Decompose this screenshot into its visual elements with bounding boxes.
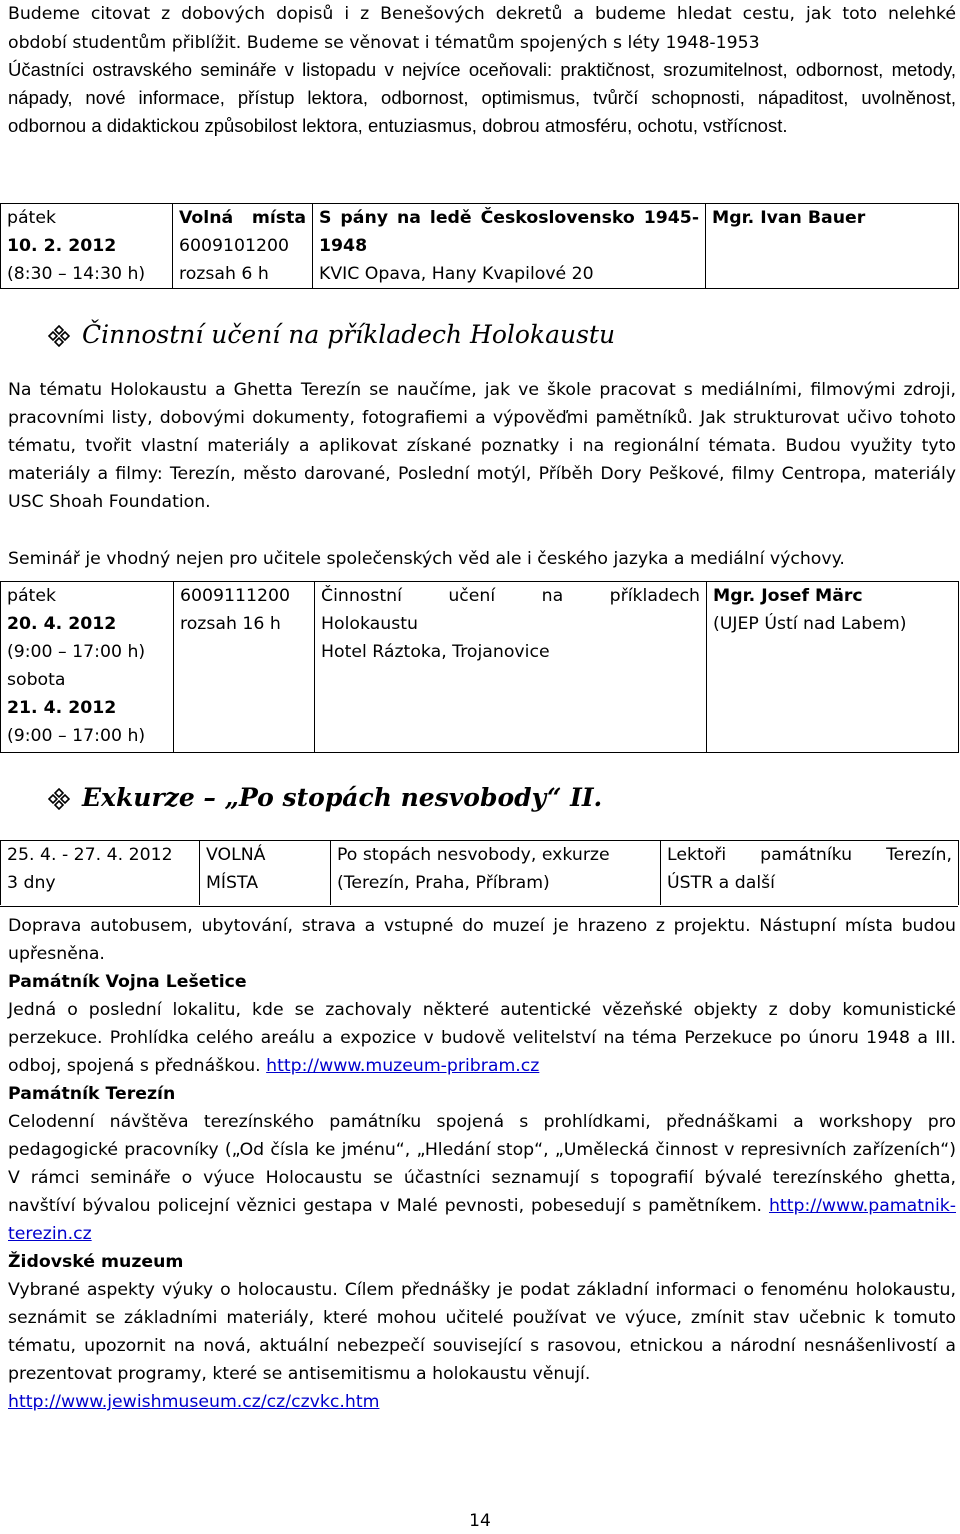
excursion-transport: Doprava autobusem, ubytování, strava a vstupné do muzeí je hrazeno z projektu. Nástupní místa budou upřesněna. [8,916,956,964]
event2-code-cell [174,582,315,753]
event-table-1 [0,203,959,289]
event2-title-cell [315,582,707,753]
event1-code-cell [173,204,313,289]
intro-line-1: Budeme citovat z dobových dopisů i z Benešových dekretů a budeme hledat cestu, jak toto nelehké [8,4,956,24]
section-heading-holokaust: Činnostní učení na příkladech Holokaustu [82,320,616,349]
event3-date-cell [1,841,200,906]
vojna-title: Památník Vojna Lešetice [8,972,247,992]
event1-date: 10. 2. 2012 [7,236,117,256]
event2-date1: 20. 4. 2012 [7,614,117,634]
event3-dates: 25. 4. - 27. 4. 2012 [7,845,173,865]
event2-affiliation: (UJEP Ústí nad Labem) [713,614,907,634]
table-divider [0,906,958,907]
diamond-bullet-icon [48,325,70,347]
event2-date2: 21. 4. 2012 [7,698,117,718]
event2-code: 6009111200 [180,586,290,606]
event3-places: (Terezín, Praha, Příbram) [337,873,550,893]
table-row [1,841,959,906]
diamond-bullet-icon [48,788,70,810]
event3-lecturer-cell [661,841,959,906]
event2-date-cell [1,582,174,753]
terezin-title: Památník Terezín [8,1084,176,1104]
intro-line-2-text: období studentům přiblížit. Budeme se věnovat i tématům spojených s léty 1948-1953 [8,33,760,53]
event3-title-cell [331,841,661,906]
event2-lecturer: Mgr. Josef Märc [713,586,863,606]
zidovske-link-line [8,1388,956,1416]
event1-time: (8:30 – 14:30 h) [7,264,146,284]
table-row [1,582,959,753]
page-number: 14 [469,1511,491,1531]
event2-time2: (9:00 – 17:00 h) [7,726,146,746]
event3-status-line2: MÍSTA [206,873,259,893]
terezin-body [8,1108,956,1248]
event2-day2: sobota [7,670,66,690]
event2-lecturer-cell [707,582,959,753]
event2-venue: Hotel Ráztoka, Trojanovice [321,642,550,662]
event1-code: 6009101200 [179,236,289,256]
vojna-body [8,996,956,1080]
holokaust-note: Seminář je vhodný nejen pro učitele společenských věd ale i českého jazyka a mediální výchovy. [8,549,845,569]
intro-paragraph-2: Účastníci ostravského semináře v listopadu v nejvíce oceňovali: praktičnost, srozumitelnost, odbornost, metody, nápady, nové informace, přístup lektora, odbornost, optimismus, tvůrčí schopnosti, nápaditost, uvolněnost, odbornou a didaktickou způsobilost lektora, entuziasmus, dobrou atmosféru, ochotu, vstřícnost. [8,59,956,136]
table-row [1,204,959,289]
event3-status-cell [200,841,331,906]
event2-day1: pátek [7,586,56,606]
terezin-text: Celodenní návštěva terezínského památníku spojená s prohlídkami, přednáškami a workshopy pro pedagogické pracovníky („Od čísla ke jménu“, „Hledání stop“, „Umělecká činnost v represivních zařízeních“) V rámci semináře o výuce Holocaustu se účastníci seznamují s topografií bývalé terezínského ghetta, navštíví bývalou policejní věznici gestapa v Malé pevnosti, pobesedují s pamětníkem. [8,1112,956,1216]
holokaust-paragraph: Na tématu Holokaustu a Ghetta Terezín se naučíme, jak ve škole pracovat s mediálními, filmovými zdroji, pracovními listy, dobovými dokumenty, fotografiemi a výpověďmi pamětníků. Jak strukturovat učivo tohoto tématu, tvořit vlastní materiály a aplikovat získané poznatky i na regionální témata. Budou využity tyto materiály a filmy: Terezín, město darované, Poslední motýl, Příběh Dory Peškové, filmy Centropa, materiály USC Shoah Foundation. [8,380,956,512]
event1-status: Volná místa [179,208,306,228]
event3-status-line1: VOLNÁ [206,845,266,865]
event2-duration: rozsah 16 h [180,614,281,634]
event1-lecturer: Mgr. Ivan Bauer [712,208,866,228]
event2-title-line1: Činnostní učení na příkladech [321,586,700,606]
zidovske-title: Židovské muzeum [8,1252,184,1272]
event1-date-cell [1,204,173,289]
event-table-3 [0,840,959,905]
event3-lecturer-line2: ÚSTR a další [667,873,775,893]
event3-title: Po stopách nesvobody, exkurze [337,845,610,865]
event1-duration: rozsah 6 h [179,264,269,284]
event2-title-line2: Holokaustu [321,614,418,634]
terezin-link[interactable]: http://www.pamatnik-terezin.cz [8,1196,956,1244]
event1-title-cell [313,204,706,289]
event3-days: 3 dny [7,873,56,893]
event1-day: pátek [7,208,56,228]
event1-venue: KVIC Opava, Hany Kvapilové 20 [319,264,594,284]
vojna-link[interactable]: http://www.muzeum-pribram.cz [266,1056,540,1076]
intro-line-2 [8,28,956,57]
event2-time1: (9:00 – 17:00 h) [7,642,146,662]
event3-lecturer-line1: Lektoři památníku Terezín, [667,845,952,865]
event1-lecturer-cell [706,204,959,289]
section-heading-exkurze: Exkurze – „Po stopách nesvobody“ II. [82,783,603,812]
event1-title: S pány na ledě Československo 1945-1948 [319,208,699,256]
zidovske-body: Vybrané aspekty výuky o holocaustu. Cílem přednášky je podat základní informaci o fenoménu holokaustu, seznámit se základními materiály, které mohou učitelé používat ve výuce, zmínit stav učebnic k tomuto tématu, upozornit na nová, aktuální nebezpečí související s rasovou, etnickou a národní nesnášenlivostí a prezentovat programy, které se antisemitismu a holokaustu věnují. [8,1280,956,1384]
vojna-text: Jedná o poslední lokalitu, kde se zachovaly některé autentické vězeňské objekty z doby komunistické perzekuce. Prohlídka celého areálu a expozice v budově velitelství na téma Perzekuce po únoru 1948 a III. odboj, spojená s přednáškou. [8,1000,956,1076]
zidovske-link[interactable]: http://www.jewishmuseum.cz/cz/czvkc.htm [8,1392,380,1412]
event-table-2 [0,581,959,753]
